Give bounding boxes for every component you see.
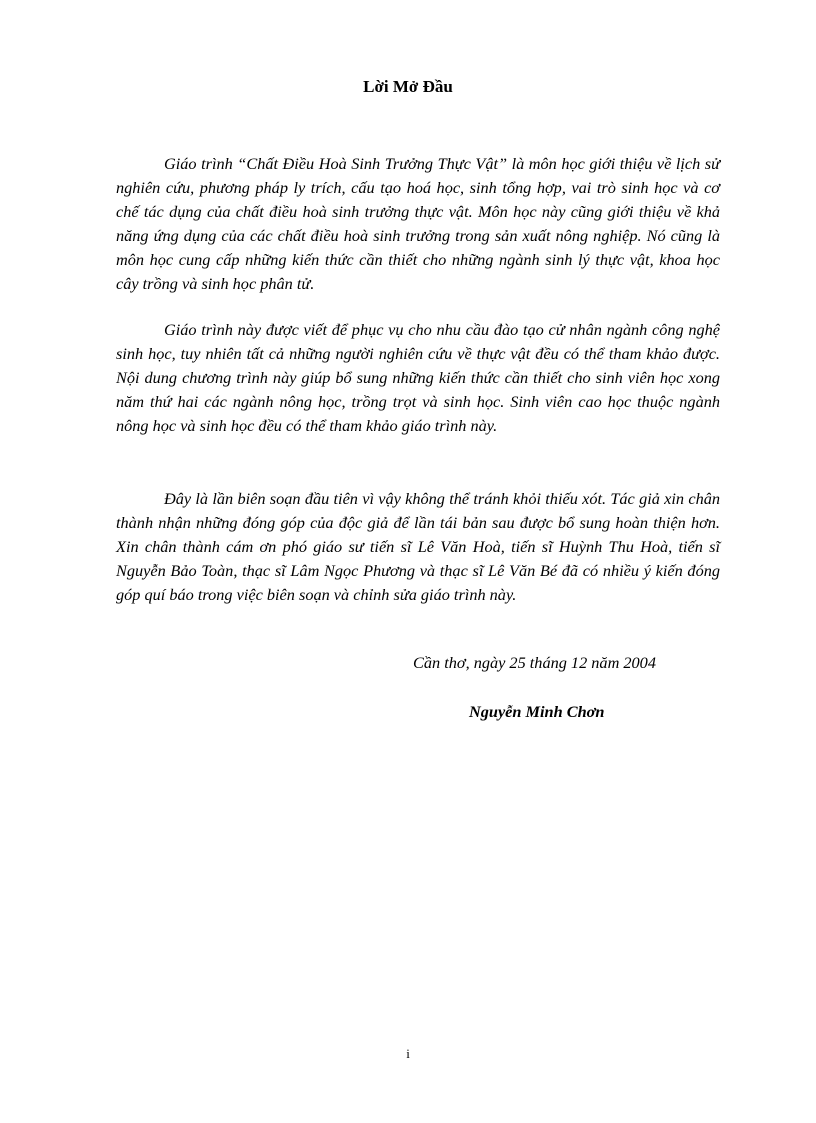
signature-date: Cần thơ, ngày 25 tháng 12 năm 2004	[413, 653, 656, 672]
paragraph-intro: Giáo trình “Chất Điều Hoà Sinh Trưởng Thực Vật” là môn học giới thiệu về lịch sử nghiên cứu, phương pháp ly trích, cấu tạo hoá học, sinh tổng hợp, vai trò sinh học và cơ chế tác dụng của chất điều hoà sinh trưởng thực vật. Môn học này cũng giới thiệu về khả năng ứng dụng của các chất điều hoà sinh trưởng trong sản xuất nông nghiệp. Nó cũng là môn học cung cấp những kiến thức cần thiết cho những ngành sinh lý thực vật, khoa học cây trồng và sinh học phân tử.	[116, 154, 720, 293]
paragraph-acknowledgements: Đây là lần biên soạn đầu tiên vì vậy không thể tránh khỏi thiếu xót. Tác giả xin chân thành nhận những đóng góp của độc giả để lần tái bản sau được bổ sung hoàn thiện hơn. Xin chân thành cám ơn phó giáo sư tiến sĩ Lê Văn Hoà, tiến sĩ Huỳnh Thu Hoà, tiến sĩ Nguyễn Bảo Toàn, thạc sĩ Lâm Ngọc Phương và thạc sĩ Lê Văn Bé đã có nhiều ý kiến đóng góp quí báo trong việc biên soạn và chỉnh sửa giáo trình này.	[116, 489, 720, 604]
paragraph-audience: Giáo trình này được viết để phục vụ cho nhu cầu đào tạo cử nhân ngành công nghệ sinh học, tuy nhiên tất cả những người nghiên cứu về thực vật đều có thể tham khảo được. Nội dung chương trình này giúp bổ sung những kiến thức cần thiết cho sinh viên học xong năm thứ hai các ngành nông học, trồng trọt và sinh học. Sinh viên cao học thuộc ngành nông học và sinh học đều có thể tham khảo giáo trình này.	[116, 320, 720, 435]
author-name: Nguyễn Minh Chơn	[469, 702, 605, 721]
page-number: i	[406, 1046, 410, 1061]
page-title: Lời Mở Đầu	[363, 77, 453, 96]
